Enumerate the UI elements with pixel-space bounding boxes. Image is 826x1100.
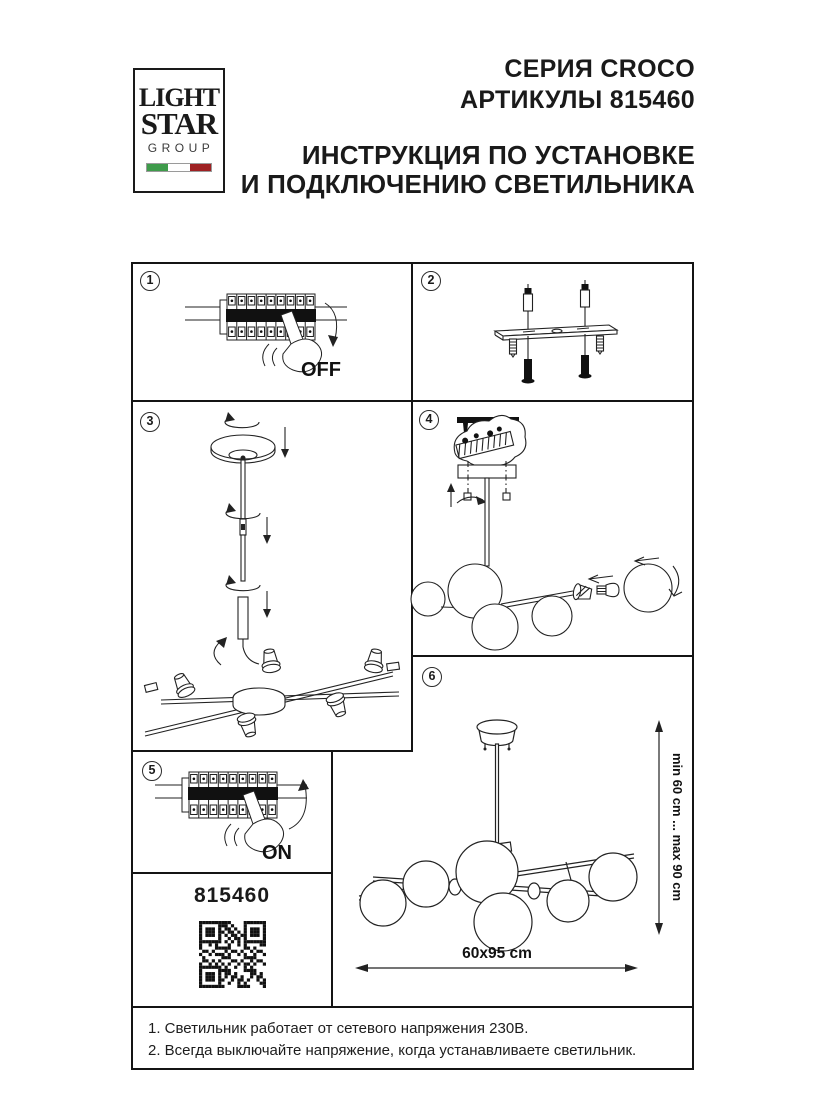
logo-word-star: STAR (140, 106, 218, 141)
step-5-breaker-on-illustration (131, 751, 333, 874)
instruction-title-line2: И ПОДКЛЮЧЕНИЮ СВЕТИЛЬНИКА (240, 169, 695, 199)
step-2-badge: 2 (421, 271, 441, 291)
footnote-1: 1. Светильник работает от сетевого напряжения 230В. (148, 1020, 529, 1037)
italian-flag-bar (146, 163, 212, 172)
series-title: СЕРИЯ CROCO (504, 55, 695, 83)
step-6-badge: 6 (422, 667, 442, 687)
lightstar-logo (133, 68, 225, 193)
step-1-badge: 1 (140, 271, 160, 291)
document-title-block (241, 54, 695, 199)
grid-border (131, 1068, 694, 1070)
on-label: ON (262, 842, 292, 864)
article-number: 815460 (193, 884, 271, 907)
flag-green-segment (147, 164, 168, 171)
flag-white-segment (168, 164, 189, 171)
step-4-wiring-illustration (411, 401, 694, 658)
step-3-badge: 3 (140, 412, 160, 432)
article-title: АРТИКУЛЫ 815460 (459, 86, 695, 114)
instruction-title-line1: ИНСТРУКЦИЯ ПО УСТАНОВКЕ (301, 140, 695, 170)
logo-word-light: LIGHT (138, 83, 220, 112)
step-2-bracket-illustration (411, 263, 694, 403)
step-6-dimensions-illustration (335, 656, 694, 1007)
step-5-badge: 5 (142, 761, 162, 781)
step-1-breaker-off-illustration (131, 263, 413, 403)
logo-word-group: GROUP (147, 141, 215, 155)
off-label: OFF (301, 359, 341, 381)
flag-red-segment (190, 164, 211, 171)
vertical-dimension-label: min 60 cm ... max 90 cm (670, 752, 685, 902)
horizontal-dimension-label: 60x95 cm (462, 945, 532, 962)
footnotes-block (133, 1008, 690, 1066)
step-4-badge: 4 (419, 410, 439, 430)
qr-code (199, 921, 266, 988)
footnote-2: 2. Всегда выключайте напряжение, когда устанавливаете светильник. (148, 1042, 637, 1059)
